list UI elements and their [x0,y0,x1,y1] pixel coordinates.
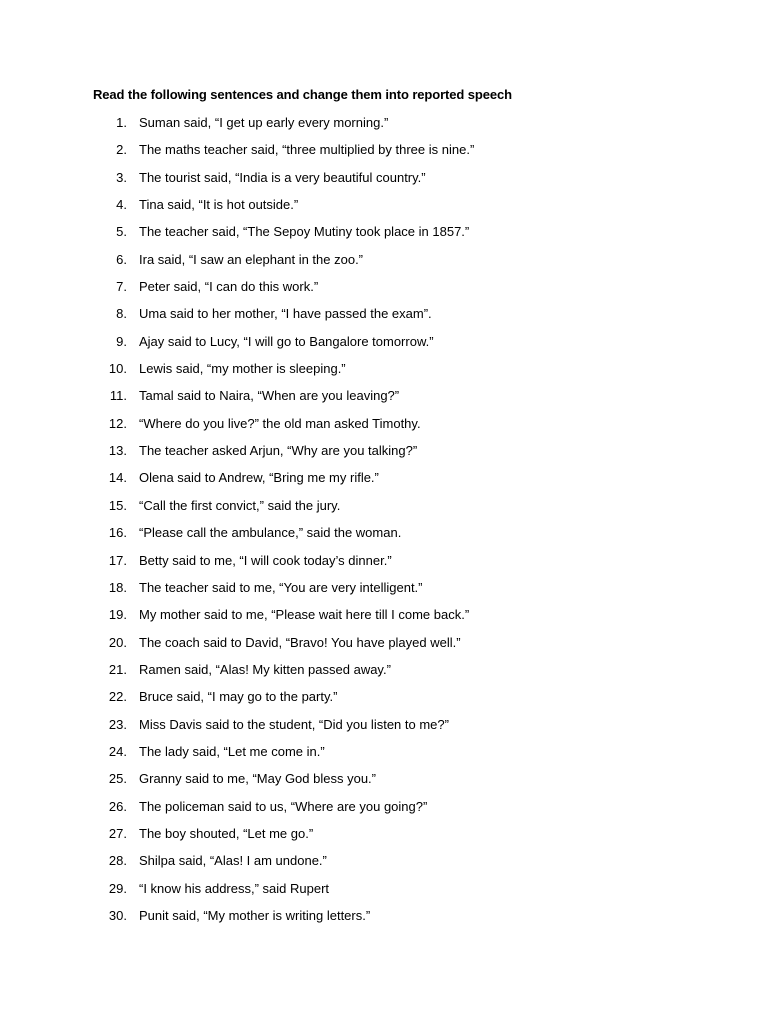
item-sentence: Miss Davis said to the student, “Did you listen to me?” [139,716,449,732]
list-item [0,359,768,386]
item-number: 24. [108,743,127,759]
item-number: 15. [108,497,127,513]
list-item [0,879,768,906]
list-item [0,633,768,660]
list-item [0,851,768,878]
item-sentence: Ira said, “I saw an elephant in the zoo.” [139,251,364,267]
item-number: 30. [108,907,127,923]
list-item [0,523,768,550]
item-number: 9. [116,333,127,349]
list-item [0,140,768,167]
list-item [0,824,768,851]
item-number: 28. [108,853,127,869]
item-sentence: Punit said, “My mother is writing letters.” [139,907,371,923]
list-item [0,441,768,468]
item-sentence: The tourist said, “India is a very beautiful country.” [139,169,426,185]
list-item [0,496,768,523]
item-number: 17. [108,552,127,568]
item-sentence: Granny said to me, “May God bless you.” [139,771,376,787]
item-sentence: Tamal said to Naira, “When are you leaving?” [139,388,400,404]
item-number: 13. [108,443,127,459]
item-number: 5. [116,224,127,240]
item-number: 16. [108,525,127,541]
item-number: 27. [108,825,127,841]
item-number: 23. [108,716,127,732]
list-item [0,277,768,304]
list-item [0,742,768,769]
list-item [0,468,768,495]
list-item [0,769,768,796]
item-number: 26. [108,798,127,814]
list-item [0,715,768,742]
item-sentence: The lady said, “Let me come in.” [139,743,325,759]
item-sentence: Ajay said to Lucy, “I will go to Bangalore tomorrow.” [139,333,434,349]
item-sentence: Uma said to her mother, “I have passed the exam”. [139,306,432,322]
list-item [0,222,768,249]
list-item [0,660,768,687]
item-number: 12. [108,415,127,431]
list-item [0,113,768,140]
item-sentence: Olena said to Andrew, “Bring me my rifle.” [139,470,379,486]
item-sentence: The boy shouted, “Let me go.” [139,825,314,841]
list-item [0,250,768,277]
item-number: 2. [116,142,127,158]
item-sentence: “Call the first convict,” said the jury. [139,497,341,513]
item-number: 3. [116,169,127,185]
item-sentence: My mother said to me, “Please wait here till I come back.” [139,607,470,623]
item-sentence: The teacher asked Arjun, “Why are you talking?” [139,443,418,459]
list-item [0,578,768,605]
item-sentence: Shilpa said, “Alas! I am undone.” [139,853,327,869]
item-sentence: Tina said, “It is hot outside.” [139,197,299,213]
item-number: 22. [108,689,127,705]
item-sentence: “Please call the ambulance,” said the woman. [139,525,402,541]
item-number: 1. [116,115,127,130]
list-item [0,414,768,441]
item-number: 4. [116,197,127,213]
item-number: 21. [108,661,127,677]
item-sentence: Peter said, “I can do this work.” [139,279,319,295]
item-sentence: “I know his address,” said Rupert [139,880,330,896]
list-item [0,605,768,632]
item-sentence: The policeman said to us, “Where are you going?” [139,798,428,814]
list-item [0,386,768,413]
item-sentence: The teacher said to me, “You are very intelligent.” [139,579,423,595]
item-sentence: “Where do you live?” the old man asked Timothy. [139,415,421,431]
list-item [0,906,768,933]
item-sentence: Suman said, “I get up early every morning.” [139,115,389,130]
item-number: 18. [108,579,127,595]
worksheet-heading: Read the following sentences and change them into reported speech [93,87,512,102]
item-sentence: The teacher said, “The Sepoy Mutiny took place in 1857.” [139,224,470,240]
list-item [0,687,768,714]
item-number: 19. [108,607,127,623]
item-number: 7. [116,279,127,295]
item-number: 11. [109,388,127,404]
list-item [0,797,768,824]
list-item [0,332,768,359]
item-number: 14. [108,470,127,486]
item-number: 25. [108,771,127,787]
item-sentence: Lewis said, “my mother is sleeping.” [139,361,346,377]
item-number: 20. [108,634,127,650]
item-sentence: Betty said to me, “I will cook today’s dinner.” [139,552,392,568]
item-sentence: The maths teacher said, “three multiplied by three is nine.” [139,142,475,158]
list-item [0,195,768,222]
list-item [0,168,768,195]
item-number: 8. [116,306,127,322]
item-number: 10. [108,361,127,377]
item-number: 29. [108,880,127,896]
item-sentence: Ramen said, “Alas! My kitten passed away.” [139,661,391,677]
item-sentence: Bruce said, “I may go to the party.” [139,689,338,705]
list-item [0,551,768,578]
sentence-list [0,113,768,933]
item-number: 6. [116,251,127,267]
item-sentence: The coach said to David, “Bravo! You have played well.” [139,634,461,650]
list-item [0,304,768,331]
